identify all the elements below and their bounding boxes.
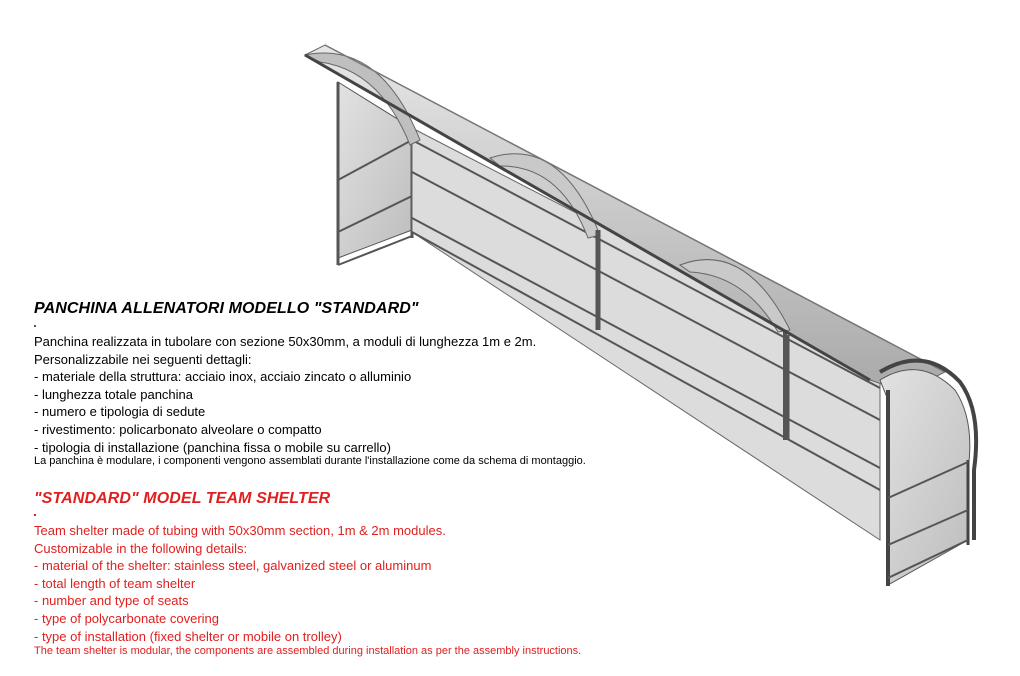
- italian-note: La panchina è modulare, i componenti vengono assemblati durante l'installazione come da schema di montaggio.: [34, 455, 586, 467]
- separator-dot: [34, 514, 36, 516]
- english-line: - type of polycarbonate covering: [34, 610, 219, 626]
- english-line: - total length of team shelter: [34, 575, 196, 591]
- english-line: Team shelter made of tubing with 50x30mm section, 1m & 2m modules.: [34, 523, 446, 538]
- italian-line: Personalizzabile nei seguenti dettagli:: [34, 351, 252, 367]
- english-line: - number and type of seats: [34, 593, 189, 609]
- italian-line: - rivestimento: policarbonato alveolare o compatto: [34, 421, 322, 437]
- english-title: "STANDARD" MODEL TEAM SHELTER: [34, 490, 331, 507]
- english-description: [34, 522, 446, 645]
- english-line: Customizable in the following details:: [34, 540, 248, 556]
- italian-line: Panchina realizzata in tubolare con sezione 50x30mm, a moduli di lunghezza 1m e 2m.: [34, 334, 537, 349]
- separator-dot: [34, 325, 36, 327]
- english-line: - material of the shelter: stainless steel, galvanized steel or aluminum: [34, 558, 432, 574]
- italian-line: - tipologia di installazione (panchina fissa o mobile su carrello): [34, 439, 391, 455]
- italian-line: - numero e tipologia di sedute: [34, 404, 206, 420]
- italian-line: - materiale della struttura: acciaio inox, acciaio zincato o alluminio: [34, 369, 412, 385]
- italian-line: - lunghezza totale panchina: [34, 386, 194, 402]
- italian-description: [34, 333, 536, 456]
- italian-title: PANCHINA ALLENATORI MODELLO "STANDARD": [34, 300, 419, 317]
- english-note: The team shelter is modular, the components are assembled during installation as per the assembly instructions.: [34, 645, 582, 657]
- english-line: - type of installation (fixed shelter or mobile on trolley): [34, 628, 342, 644]
- right-side-panel: [880, 361, 976, 586]
